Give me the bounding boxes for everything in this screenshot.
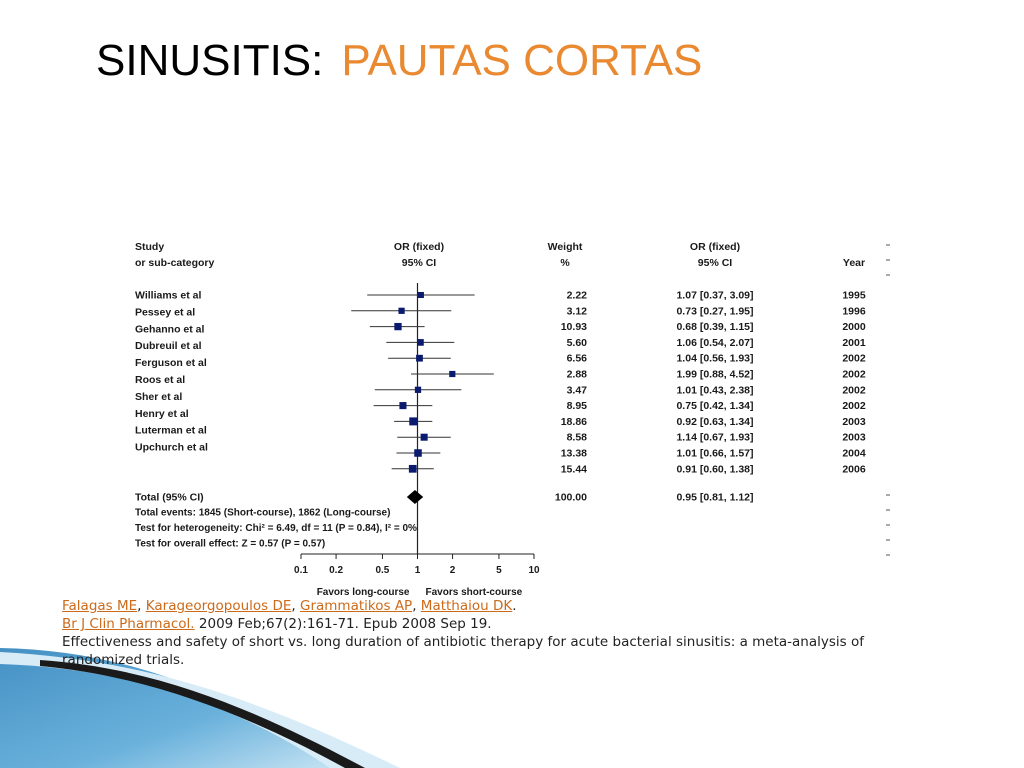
year-value: 1996 [842, 305, 866, 318]
header-ci-plot: 95% CI [401, 257, 437, 269]
footer-stat: Total events: 1845 (Short-course), 1862 (Long-course) [135, 507, 391, 519]
journal-link[interactable]: Br J Clin Pharmacol. [62, 616, 195, 632]
header-study: Study [135, 241, 165, 253]
ci-value: 0.68 [0.39, 1.15] [676, 321, 754, 334]
study-label: Upchurch et al [135, 441, 208, 454]
weight-value: 13.38 [560, 447, 587, 460]
x-tick-label: 1 [414, 565, 421, 576]
weight-value: 5.60 [566, 336, 587, 349]
citation-authors-line: Falagas ME, Karageorgopoulos DE, Grammatikos AP, Matthaiou DK. [62, 598, 517, 614]
footer-stat: Test for overall effect: Z = 0.57 (P = 0.57) [135, 538, 326, 550]
x-label-left: Favors long-course [316, 587, 410, 598]
x-tick-label: 10 [528, 565, 540, 576]
ci-value: 1.06 [0.54, 2.07] [676, 336, 754, 349]
citation-title-line-2: randomized trials. [62, 652, 185, 668]
header-weight-unit: % [560, 257, 570, 269]
point-estimate-marker [415, 387, 421, 393]
header-weight: Weight [547, 241, 583, 253]
ci-value: 0.92 [0.63, 1.34] [676, 415, 754, 428]
point-estimate-marker [416, 355, 423, 362]
footer-stat: Test for heterogeneity: Chi² = 6.49, df = 11 (P = 0.84), I² = 0% [135, 523, 417, 534]
weight-value: 2.22 [566, 289, 587, 302]
ci-value: 1.07 [0.37, 3.09] [676, 289, 754, 302]
point-estimate-marker [414, 449, 422, 457]
point-estimate-marker [394, 323, 401, 330]
title-main: SINUSITIS: [96, 36, 324, 85]
weight-value: 8.58 [566, 431, 587, 444]
point-estimate-marker [418, 292, 424, 298]
study-label: Dubreuil et al [135, 340, 202, 353]
ci-value: 1.04 [0.56, 1.93] [676, 352, 754, 365]
year-value: 2003 [842, 415, 866, 428]
title-accent: PAUTAS CORTAS [341, 36, 703, 85]
header-or-text: OR (fixed) [689, 241, 741, 253]
total-diamond [407, 490, 423, 504]
weight-value: 6.56 [566, 352, 587, 365]
point-estimate-marker [409, 465, 417, 473]
citation-journal-line [62, 615, 982, 633]
total-weight: 100.00 [554, 491, 587, 504]
author-link-2[interactable]: Karageorgopoulos DE [145, 598, 292, 614]
point-estimate-marker [399, 402, 406, 409]
point-estimate-marker [409, 417, 417, 425]
weight-value: 3.47 [566, 384, 587, 397]
author-link-3[interactable]: Grammatikos AP [300, 598, 413, 614]
x-tick-label: 0.1 [294, 565, 308, 576]
point-estimate-marker [421, 434, 428, 441]
weight-value: 8.95 [566, 400, 587, 413]
point-estimate-marker [449, 371, 455, 377]
weight-value: 18.86 [560, 415, 587, 428]
x-tick-label: 5 [496, 565, 502, 576]
weight-value: 2.88 [566, 368, 587, 381]
ci-value: 1.99 [0.88, 4.52] [676, 368, 754, 381]
total-label: Total (95% CI) [135, 491, 204, 504]
x-tick-label: 0.2 [329, 565, 344, 576]
weight-value: 10.93 [560, 321, 587, 334]
x-tick-label: 2 [449, 565, 456, 576]
study-label: Gehanno et al [135, 323, 205, 336]
study-label: Pessey et al [135, 306, 196, 319]
study-label: Sher et al [135, 390, 183, 403]
point-estimate-marker [417, 339, 424, 346]
citation-title-line-1: Effectiveness and safety of short vs. long duration of antibiotic therapy for acute bacterial sinusitis: a meta-analysis of [62, 634, 864, 650]
journal-details: 2009 Feb;67(2):161-71. Epub 2008 Sep 19. [194, 616, 492, 632]
study-label: Roos et al [135, 374, 186, 386]
year-value: 2002 [842, 384, 866, 397]
header-year: Year [842, 257, 866, 269]
ci-value: 0.73 [0.27, 1.95] [676, 305, 754, 318]
ci-value: 1.14 [0.67, 1.93] [676, 431, 754, 444]
year-value: 2004 [842, 447, 866, 460]
author-link-4[interactable]: Matthaiou DK [420, 598, 513, 614]
year-value: 2000 [842, 321, 866, 334]
ci-value: 1.01 [0.66, 1.57] [676, 447, 754, 460]
year-value: 2002 [842, 400, 866, 413]
weight-value: 3.12 [566, 305, 587, 318]
year-value: 2002 [842, 368, 866, 381]
ci-value: 1.01 [0.43, 2.38] [676, 384, 754, 397]
x-tick-label: 0.5 [375, 565, 390, 576]
study-label: Ferguson et al [135, 357, 207, 370]
ci-value: 0.75 [0.42, 1.34] [676, 400, 754, 413]
study-label: Williams et al [135, 289, 202, 302]
weight-value: 15.44 [560, 463, 587, 476]
header-or-plot: OR (fixed) [393, 241, 445, 253]
total-ci: 0.95 [0.81, 1.12] [676, 491, 754, 504]
year-value: 2001 [842, 336, 866, 349]
year-value: 2003 [842, 431, 866, 444]
year-value: 2002 [842, 352, 866, 365]
x-label-right: Favors short-course [425, 587, 523, 598]
header-ci-text: 95% CI [697, 257, 733, 269]
year-value: 1995 [842, 289, 866, 302]
author-link-1[interactable]: Falagas ME [62, 598, 138, 614]
study-label: Henry et al [135, 407, 189, 420]
citation [62, 597, 982, 669]
ci-value: 0.91 [0.60, 1.38] [676, 463, 754, 476]
header-subcategory: or sub-category [135, 257, 215, 269]
study-label: Luterman et al [135, 424, 207, 437]
year-value: 2006 [842, 463, 866, 476]
point-estimate-marker [398, 308, 404, 314]
